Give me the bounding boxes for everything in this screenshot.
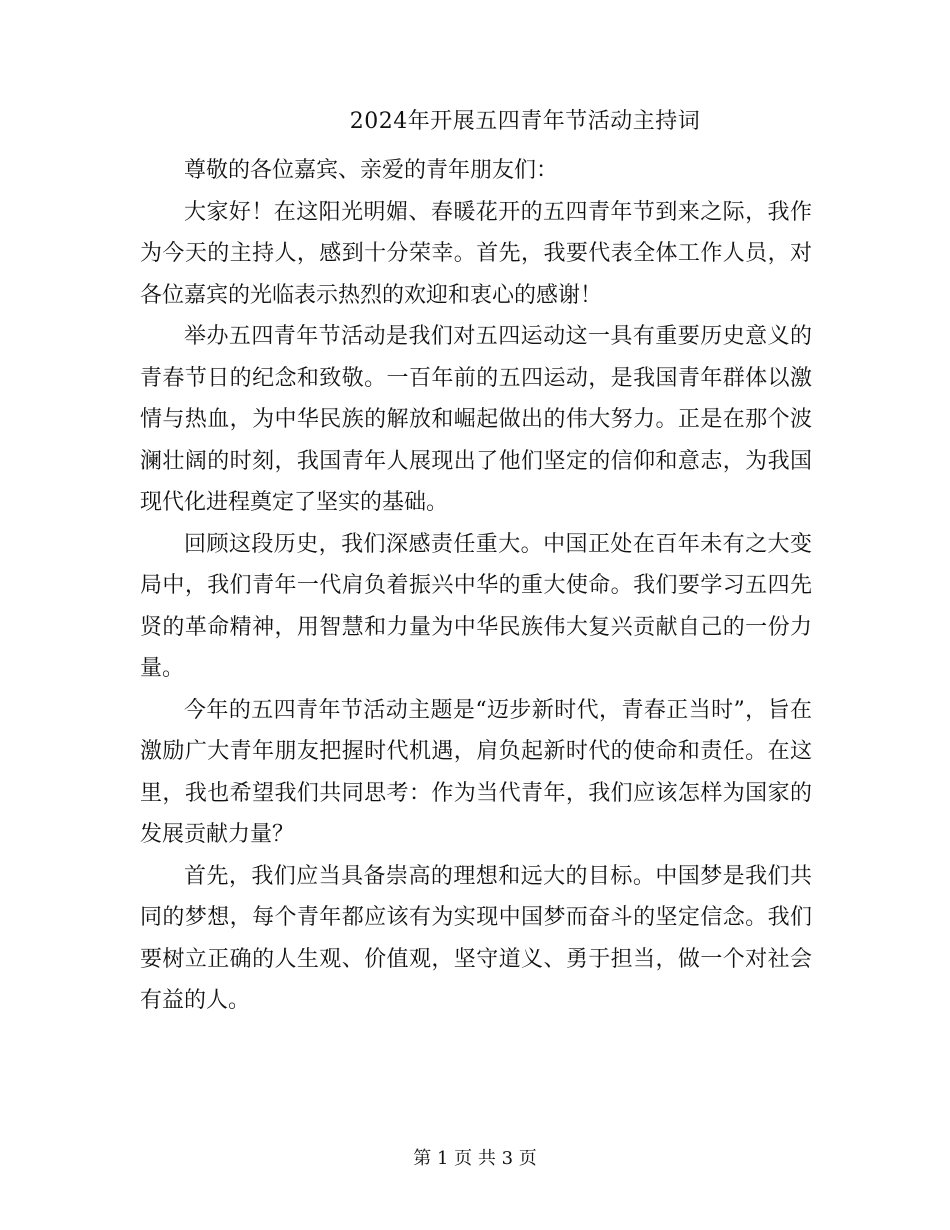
paragraph-greeting: 尊敬的各位嘉宾、亲爱的青年朋友们： [184,158,559,183]
paragraph-theme: 今年的五四青年节活动主题是“迈步新时代，青春正当时”，旨在激励广大青年朋友把握时代机遇，肩负起新时代的使命和责任。在这里，我也希望我们共同思考：作为当代青年，我们应该怎样为国家的发展贡献力量？ [140,697,812,847]
paragraph-ideals: 首先，我们应当具备崇高的理想和远大的目标。中国梦是我们共同的梦想，每个青年都应该有为实现中国梦而奋斗的坚定信念。我们要树立正确的人生观、价值观，坚守道义、勇于担当，做一个对社会有益的人。 [140,863,812,1013]
paragraph-history: 举办五四青年节活动是我们对五四运动这一具有重要历史意义的青春节日的纪念和致敬。一百年前的五四运动，是我国青年群体以激情与热血，为中华民族的解放和崛起做出的伟大努力。正是在那个波澜壮阔的时刻，我国青年人展现出了他们坚定的信仰和意志，为我国现代化进程奠定了坚实的基础。 [140,324,812,515]
paragraph-responsibility: 回顾这段历史，我们深感责任重大。中国正处在百年未有之大变局中，我们青年一代肩负着振兴中华的重大使命。我们要学习五四先贤的革命精神，用智慧和力量为中华民族伟大复兴贡献自己的一份力量。 [140,531,812,681]
document-body [140,150,812,1022]
paragraph-welcome: 大家好！在这阳光明媚、春暖花开的五四青年节到来之际，我作为今天的主持人，感到十分荣幸。首先，我要代表全体工作人员，对各位嘉宾的光临表示热烈的欢迎和衷心的感谢！ [140,199,812,308]
document-title: 2024年开展五四青年节活动主持词 [349,109,701,134]
page-number-footer: 第 1 页 共 3 页 [413,1148,537,1169]
